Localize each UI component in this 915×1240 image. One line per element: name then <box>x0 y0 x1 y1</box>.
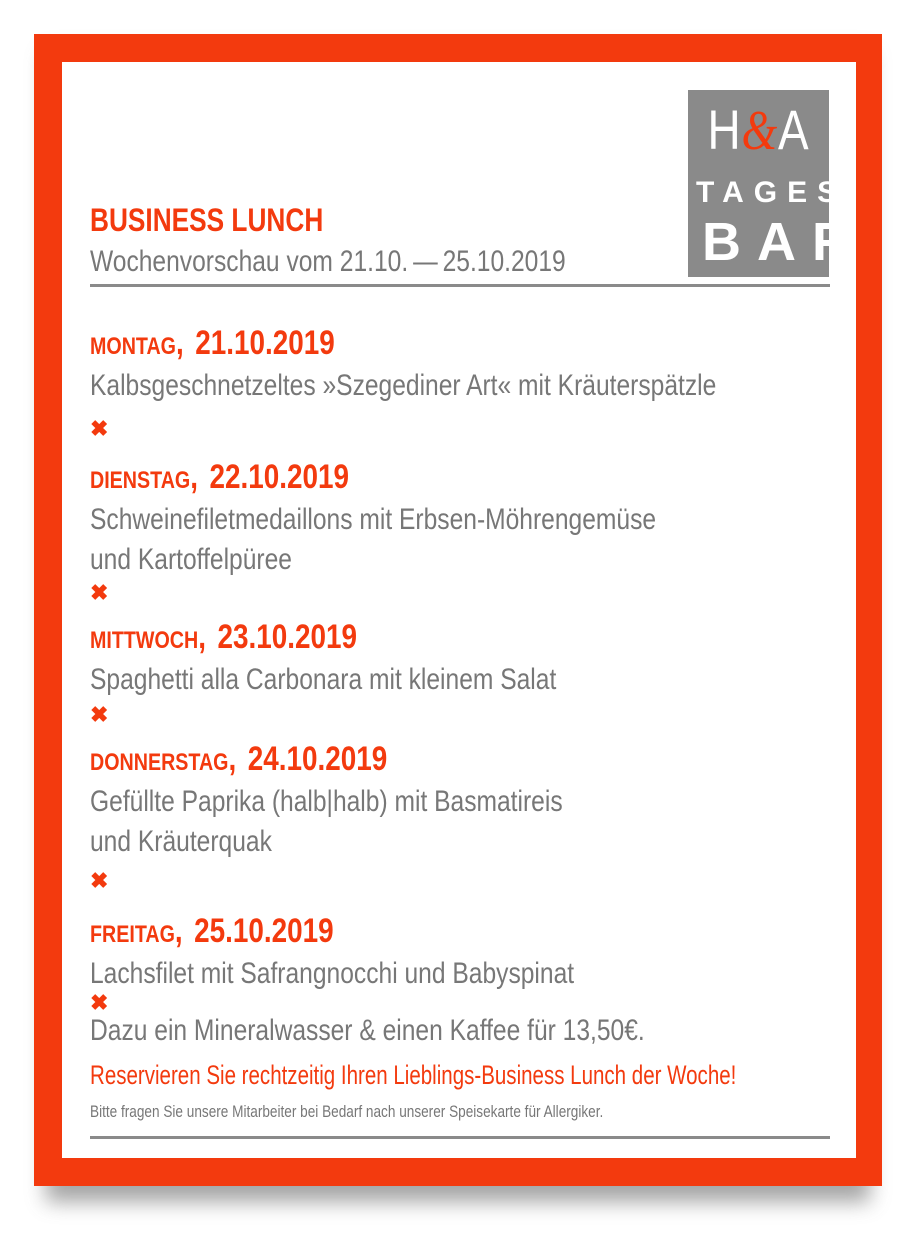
logo-initials: H&A <box>707 98 810 162</box>
logo-tages: TAGES <box>696 176 848 209</box>
ha-tagesbar-logo <box>688 90 867 277</box>
reservation-note: Reservieren Sie rechtzeitig Ihren Lieblings-Business Lunch der Woche! <box>90 1060 737 1090</box>
dish-tuesday-line1: Schweinefiletmedaillons mit Erbsen-Möhrengemüse <box>90 503 657 536</box>
separator-icon: ✖ <box>90 580 109 605</box>
separator-icon: ✖ <box>90 702 109 727</box>
menu-card <box>62 62 867 1158</box>
separator-icon: ✖ <box>90 868 109 893</box>
allergy-note: Bitte fragen Sie unsere Mitarbeiter bei Bedarf nach unserer Speisekarte für Allergiker. <box>90 1102 604 1121</box>
dish-monday: Kalbsgeschnetzeltes »Szegediner Art« mit Kräuterspätzle <box>90 369 717 402</box>
day-heading-thursday: DONNERSTAG, 24.10.2019 <box>90 740 388 778</box>
day-heading-tuesday: DIENSTAG, 22.10.2019 <box>90 458 350 496</box>
dish-thursday-line2: und Kräuterquak <box>90 825 272 858</box>
separator-icon: ✖ <box>90 990 109 1015</box>
menu-card-frame <box>34 34 882 1186</box>
day-heading-wednesday: MITTWOCH, 23.10.2019 <box>90 618 357 656</box>
day-heading-monday: MONTAG, 21.10.2019 <box>90 324 335 362</box>
header-divider <box>90 284 830 287</box>
dish-thursday-line1: Gefüllte Paprika (halb|halb) mit Basmatireis <box>90 785 563 818</box>
dish-tuesday-line2: und Kartoffelpüree <box>90 543 292 576</box>
separator-icon: ✖ <box>90 416 109 441</box>
logo-bar: BAR <box>702 212 867 272</box>
dish-friday: Lachsfilet mit Safrangnocchi und Babyspinat <box>90 957 575 990</box>
logo-ampersand: & <box>741 100 779 162</box>
dish-wednesday: Spaghetti alla Carbonara mit kleinem Salat <box>90 663 557 696</box>
footer-divider <box>90 1136 830 1139</box>
day-heading-friday: FREITAG, 25.10.2019 <box>90 912 334 950</box>
page-title: BUSINESS LUNCH <box>90 202 324 238</box>
drink-offer: Dazu ein Mineralwasser & einen Kaffee für 13,50€. <box>90 1014 645 1047</box>
week-range: Wochenvorschau vom 21.10. — 25.10.2019 <box>90 245 566 278</box>
